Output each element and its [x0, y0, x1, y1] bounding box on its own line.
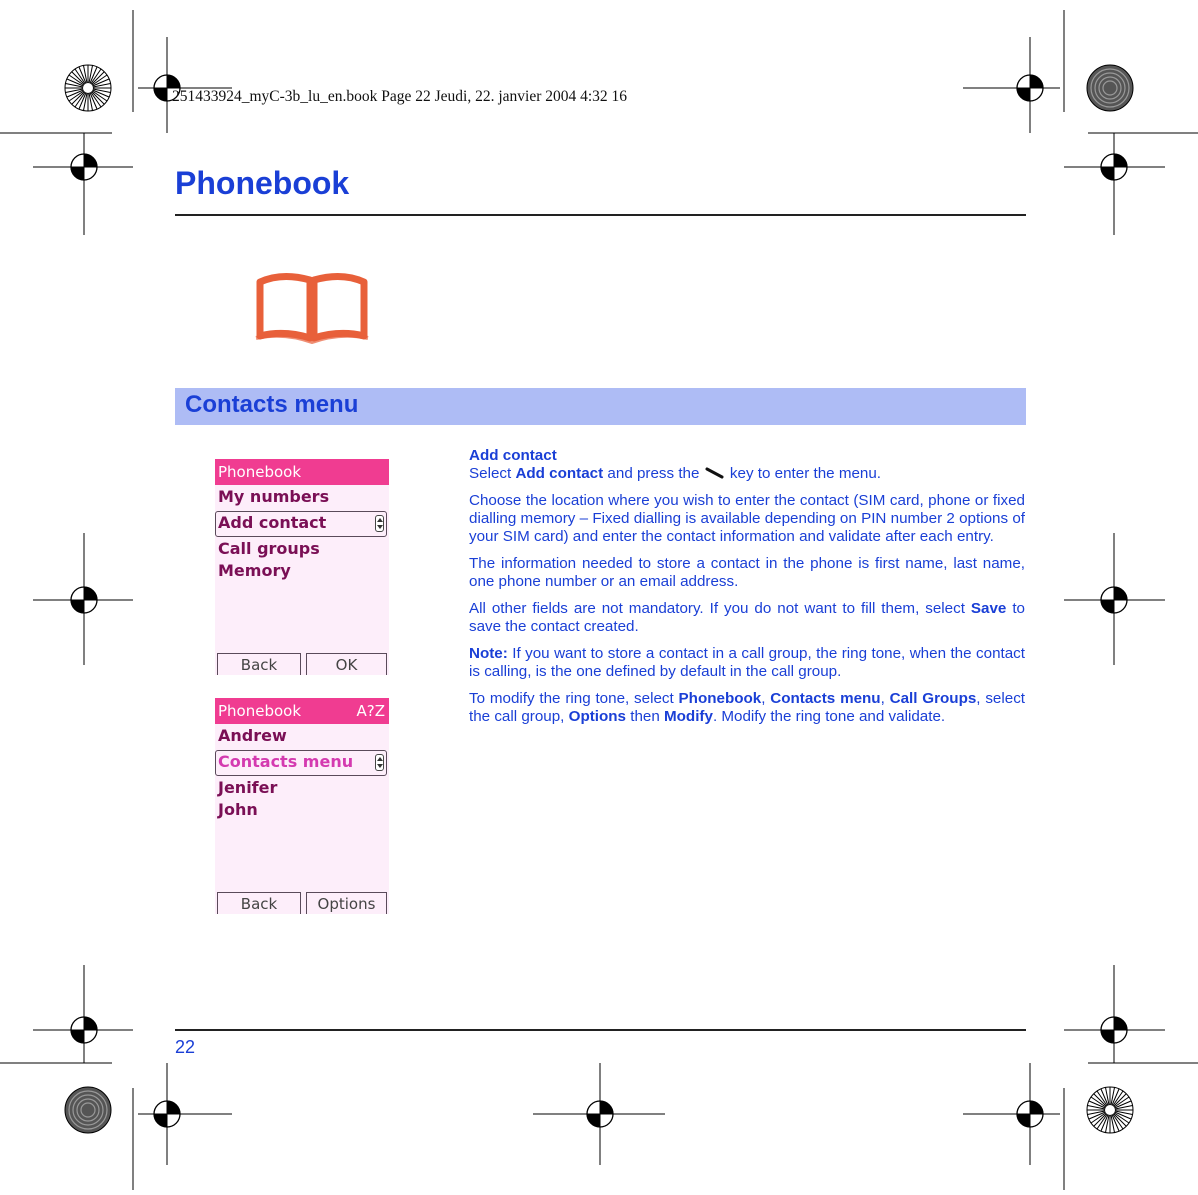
registration-mark-icon: [138, 37, 232, 133]
scroll-arrows-icon: [375, 754, 384, 771]
registration-mark-icon: [963, 1063, 1060, 1165]
page-title: Phonebook: [175, 165, 350, 201]
color-wheel-icon: [65, 65, 111, 111]
selected-item-label: Add contact: [218, 513, 327, 532]
color-wheel-icon: [1087, 65, 1133, 111]
menu-item-call-groups: Call groups: [218, 539, 320, 558]
phone-screen-title: Phonebook: [215, 459, 389, 485]
phone-screen-title: [215, 698, 389, 724]
contact-item-jenifer: Jenifer: [218, 778, 278, 797]
key-icon: [704, 467, 726, 479]
registration-mark-icon: [33, 533, 133, 665]
color-wheel-icon: [65, 1087, 111, 1133]
softkey-options: Options: [306, 892, 387, 914]
menu-item-my-numbers: My numbers: [218, 487, 330, 506]
paragraph-6: To modify the ring tone, select Phonebook, Contacts menu, Call Groups, select the call group, Options then Modify. Modify the ring tone and validate.: [469, 690, 1026, 725]
paragraph-1: Select Add contact and press the key to enter the menu.: [469, 465, 882, 482]
softkey-back: Back: [217, 892, 301, 914]
section-title: Contacts menu: [185, 391, 359, 418]
registration-mark-icon: [963, 37, 1060, 133]
registration-mark-icon: [1064, 965, 1165, 1063]
registration-mark-icon: [1064, 533, 1165, 665]
paragraph-4: All other fields are not mandatory. If you do not want to fill them, select Save to save the contact created.: [469, 600, 1025, 635]
phone-screen-contacts: [215, 698, 389, 914]
book-icon: [252, 272, 372, 344]
content-column: [469, 447, 1025, 726]
page-number: 22: [175, 1037, 196, 1057]
registration-mark-icon: [33, 965, 133, 1063]
scroll-arrows-icon: [375, 515, 384, 532]
registration-mark-icon: [533, 1063, 665, 1165]
registration-mark-icon: [33, 133, 133, 235]
menu-item-memory: Memory: [218, 561, 291, 580]
registration-mark-icon: [138, 1063, 232, 1165]
selected-item-label: Contacts menu: [218, 752, 354, 771]
paragraph-note: Note: If you want to store a contact in a call group, the ring tone, when the contact is calling, is the one defined by default in the call group.: [469, 645, 1025, 680]
print-header: 251433924_myC-3b_lu_en.book Page 22 Jeudi, 22. janvier 2004 4:32 16: [172, 88, 628, 105]
softkey-ok: OK: [306, 653, 387, 675]
softkey-back: Back: [217, 653, 301, 675]
subheading-add-contact: Add contact: [469, 447, 557, 464]
color-wheel-icon: [1087, 1087, 1133, 1133]
phone-screen-title-label: Phonebook: [218, 702, 302, 720]
title-divider: [175, 214, 1026, 216]
contact-item-andrew: Andrew: [218, 726, 287, 745]
phone-screen-menu: [215, 459, 389, 675]
paragraph-2: Choose the location where you wish to enter the contact (SIM card, phone or fixed dialling memory – Fixed dialling is available depending on PIN number 2 options of your SIM card) and enter the contact information and validate after each entry.: [469, 492, 1025, 545]
paragraph-3: The information needed to store a contact in the phone is first name, last name, one phone number or an email address.: [469, 555, 1025, 590]
registration-mark-icon: [1064, 133, 1165, 235]
selected-menu-item: [215, 511, 387, 537]
footer-divider: [175, 1029, 1026, 1031]
selected-menu-item: [215, 750, 387, 776]
sort-indicator: A?Z: [356, 702, 385, 720]
contact-item-john: John: [218, 800, 258, 819]
